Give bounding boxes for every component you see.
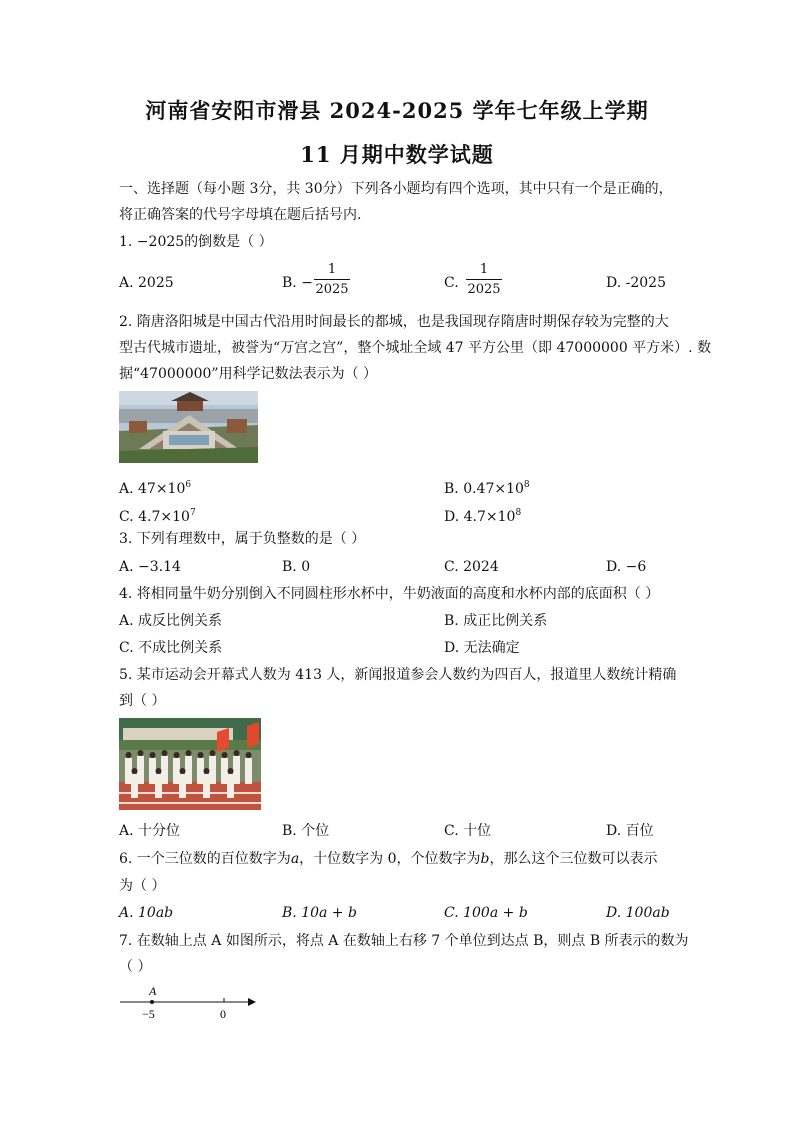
q1-stem: 1. −2025的倒数是（ ） xyxy=(119,234,273,250)
q1-option-a: A. 2025 xyxy=(119,275,174,291)
number-line-figure xyxy=(118,982,258,1024)
q3-stem: 3. 下列有理数中，属于负整数的是（ ） xyxy=(119,531,366,547)
q5-option-d: D. 百位 xyxy=(606,823,654,839)
q5-option-c: C. 十位 xyxy=(444,823,492,839)
q4-option-b: B. 成正比例关系 xyxy=(444,613,548,629)
q6-stem-line2: 为（ ） xyxy=(119,878,166,894)
section-heading-line2: 将正确答案的代号字母填在题后括号内. xyxy=(119,207,362,223)
q6-option-a: A. 10ab xyxy=(119,905,174,921)
q5-option-a: A. 十分位 xyxy=(119,823,181,839)
point-a-marker xyxy=(150,1000,154,1004)
q7-stem-line2: （ ） xyxy=(119,959,152,975)
tick-label-minus5: −5 xyxy=(142,1007,155,1021)
q5-stem-line1: 5. 某市运动会开幕式人数为 413 人，新闻报道参会人数约为四百人，报道里人数统计精确 xyxy=(119,667,677,683)
q2-stem-line2: 型古代城市遗址，被誉为“万宫之宫”，整个城址全域 47 平方公里（即 47000000 平方米）. 数 xyxy=(119,340,712,356)
arrow-right-icon xyxy=(248,998,256,1006)
q6-option-b: B. 10a + b xyxy=(282,905,357,921)
q6-stem-line1: 6. 一个三位数的百位数字为a，十位数字为 0，个位数字为b，那么这个三位数可以表示 xyxy=(119,851,658,867)
q1-option-c-prefix: C. xyxy=(444,275,459,291)
variable-b: b xyxy=(480,851,490,867)
q1-option-c-fraction xyxy=(466,262,502,297)
q1-option-c-numerator: 1 xyxy=(479,262,489,277)
q5-option-b: B. 个位 xyxy=(282,823,330,839)
exam-title-line1: 河南省安阳市滑县 2024-2025 学年七年级上学期 xyxy=(145,98,649,123)
q3-option-b: B. 0 xyxy=(282,559,311,575)
q2-stem-line1: 2. 隋唐洛阳城是中国古代沿用时间最长的都城，也是我国现存隋唐时期保存较为完整的大 xyxy=(119,314,669,330)
q4-option-d: D. 无法确定 xyxy=(444,640,520,656)
exam-title-line2: 11 月期中数学试题 xyxy=(300,142,494,167)
q2-option-b: B. $0.47\times 10^8$ xyxy=(444,480,530,497)
q6-option-d: D. 100ab xyxy=(606,905,670,921)
variable-a: a xyxy=(290,851,300,867)
q2-option-c: C. $4.7\times 10^7$ xyxy=(119,508,196,525)
q1-option-b-prefix: B. − xyxy=(282,275,313,291)
q6-option-c: C. 100a + b xyxy=(444,905,528,921)
q1-option-b-denominator: 2025 xyxy=(315,282,349,297)
sports-opening-ceremony-photo xyxy=(119,718,261,810)
q2-stem-line3: 据“47000000”用科学记数法表示为（ ） xyxy=(119,366,378,382)
point-a-label: A xyxy=(149,984,157,998)
q4-option-a: A. 成反比例关系 xyxy=(119,613,223,629)
q5-stem-line2: 到（ ） xyxy=(119,693,166,709)
q1-option-c-denominator: 2025 xyxy=(467,282,501,297)
q4-stem: 4. 将相同量牛奶分别倒入不同圆柱形水杯中，牛奶液面的高度和水杯内部的底面积（ ） xyxy=(119,586,660,602)
q2-option-d: D. $4.7\times 10^8$ xyxy=(444,508,522,525)
q7-stem-line1: 7. 在数轴上点 A 如图所示，将点 A 在数轴上右移 7 个单位到达点 B，则点 B 所表示的数为 xyxy=(119,933,689,949)
q4-option-c: C. 不成比例关系 xyxy=(119,640,223,656)
q3-option-d: D. −6 xyxy=(606,559,647,575)
tick-label-zero: 0 xyxy=(220,1007,226,1021)
q3-option-a: A. −3.14 xyxy=(119,559,181,575)
q2-option-a: A. $47\times 10^6$ xyxy=(119,480,192,497)
q1-option-b-numerator: 1 xyxy=(327,262,337,277)
q3-option-c: C. 2024 xyxy=(444,559,499,575)
q1-option-d: D. -2025 xyxy=(606,275,666,291)
q1-option-b-fraction xyxy=(314,262,350,297)
luoyang-city-photo xyxy=(119,391,258,463)
section-heading-line1: 一、选择题（每小题 3分，共 30分）下列各小题均有四个选项，其中只有一个是正确的， xyxy=(119,181,673,197)
